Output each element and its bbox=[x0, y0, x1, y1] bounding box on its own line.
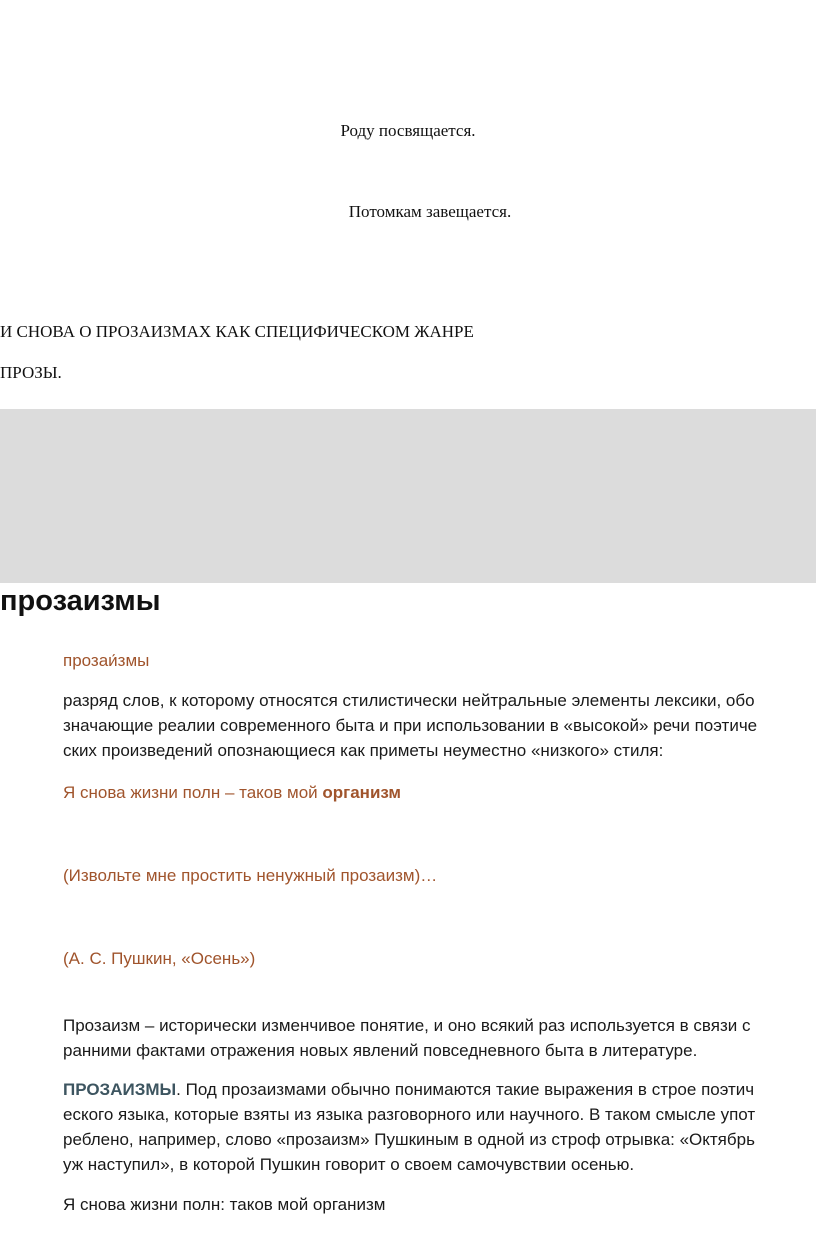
dedication-line-2: Потомкам завещается. bbox=[348, 202, 512, 221]
document-heading-line-2: ПРОЗЫ. bbox=[0, 363, 62, 382]
gray-banner-block bbox=[0, 409, 816, 583]
article-title: прозаизмы bbox=[0, 585, 161, 617]
closing-quote-line: Я снова жизни полн: таков мой организм bbox=[63, 1195, 386, 1214]
paragraph-2-line-1-text: . Под прозаизмами обычно понимаются такие выражения в строе поэтич bbox=[176, 1080, 755, 1099]
paragraph-2-line-3: реблено, например, слово «прозаизм» Пушкиным в одной из строф отрывка: «Октябрь bbox=[63, 1130, 755, 1149]
term-label: ПРОЗАИЗМЫ bbox=[63, 1080, 177, 1099]
paragraph-2-line-2: еского языка, которые взяты из языка разговорного или научного. В таком смысле упот bbox=[63, 1105, 756, 1124]
dedication-line-1: Роду посвящается. bbox=[340, 121, 476, 140]
quote-attribution: (А. С. Пушкин, «Осень») bbox=[63, 949, 256, 968]
paragraph-2-line-1 bbox=[63, 1077, 754, 1102]
quote-line-1 bbox=[63, 780, 401, 805]
paragraph-1-line-1: Прозаизм – исторически изменчивое понятие, и оно всякий раз используется в связи с bbox=[63, 1016, 751, 1035]
definition-line-3: ских произведений опознающиеся как приметы неуместно «низкого» стиля: bbox=[63, 741, 664, 760]
definition-line-2: значающие реалии современного быта и при использовании в «высокой» речи поэтиче bbox=[63, 716, 758, 735]
paragraph-2-line-4: уж наступил», в которой Пушкин говорит о своем самочувствии осенью. bbox=[63, 1155, 635, 1174]
quote-line-2: (Извольте мне простить ненужный прозаизм)… bbox=[63, 866, 438, 885]
paragraph-1-line-2: ранними фактами отражения новых явлений повседневного быта в литературе. bbox=[63, 1041, 698, 1060]
quote-line-1-text: Я снова жизни полн – таков мой bbox=[63, 783, 323, 802]
document-heading-line-1: И СНОВА О ПРОЗАИЗМАХ КАК СПЕЦИФИЧЕСКОМ ЖАНРЕ bbox=[0, 322, 474, 341]
definition-line-1: разряд слов, к которому относятся стилистически нейтральные элементы лексики, обо bbox=[63, 691, 755, 710]
headword: прозаи́змы bbox=[63, 651, 150, 670]
quote-emphasis: организм bbox=[322, 783, 401, 802]
